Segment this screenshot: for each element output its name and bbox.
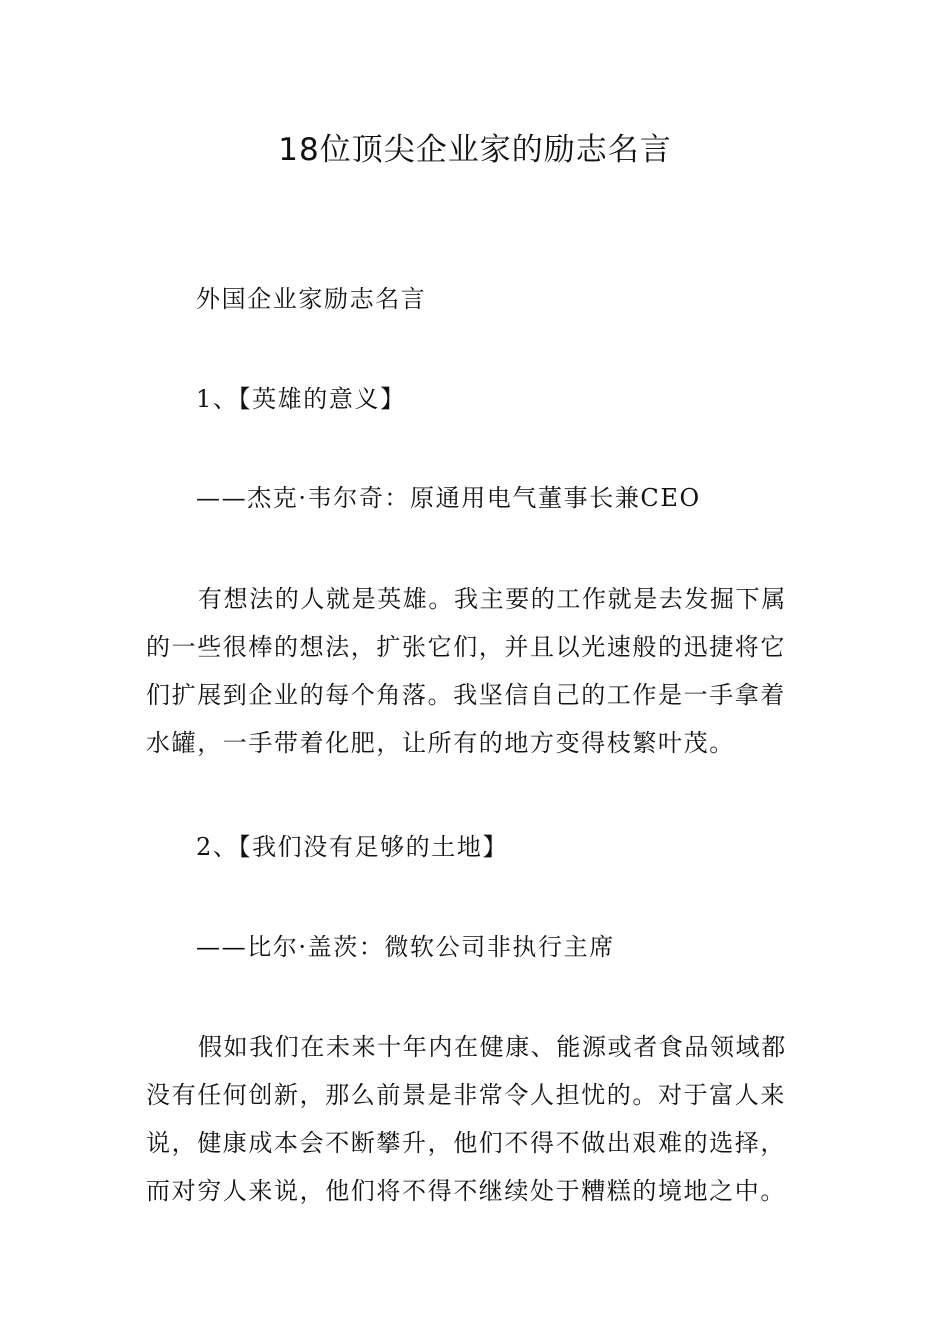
item-2-quote xyxy=(146,1023,810,1215)
item-1-quote-line: 的一些很棒的想法，扩张它们，并且以光速般的迅捷将它 xyxy=(146,633,786,661)
item-1-quote-line: 水罐，一手带着化肥，让所有的地方变得枝繁叶茂。 xyxy=(146,729,735,757)
item-2-quote-line: 没有任何创新，那么前景是非常令人担忧的。对于富人来 xyxy=(146,1081,786,1109)
item-1-quote-line: 们扩展到企业的每个角落。我坚信自己的工作是一手拿着 xyxy=(146,681,786,709)
item-2-attribution: ——比尔·盖茨：微软公司非执行主席 xyxy=(196,933,615,961)
item-1-quote-line: 有想法的人就是英雄。我主要的工作就是去发掘下属 xyxy=(198,585,787,613)
page-title: 18位顶尖企业家的励志名言 xyxy=(278,132,672,168)
item-1-attribution: ——杰克·韦尔奇：原通用电气董事长兼CEO xyxy=(196,484,701,512)
section-heading: 外国企业家励志名言 xyxy=(196,285,427,313)
item-1-heading: 1、【英雄的意义】 xyxy=(196,385,406,413)
item-2-heading: 2、【我们没有足够的土地】 xyxy=(196,833,509,861)
item-2-quote-line: 假如我们在未来十年内在健康、能源或者食品领域都 xyxy=(198,1033,787,1061)
item-2-quote-line: 说，健康成本会不断攀升，他们不得不做出艰难的选择， xyxy=(146,1129,786,1157)
item-2-quote-line: 而对穷人来说，他们将不得不继续处于糟糕的境地之中。 xyxy=(146,1177,786,1205)
item-1-quote xyxy=(146,575,810,767)
